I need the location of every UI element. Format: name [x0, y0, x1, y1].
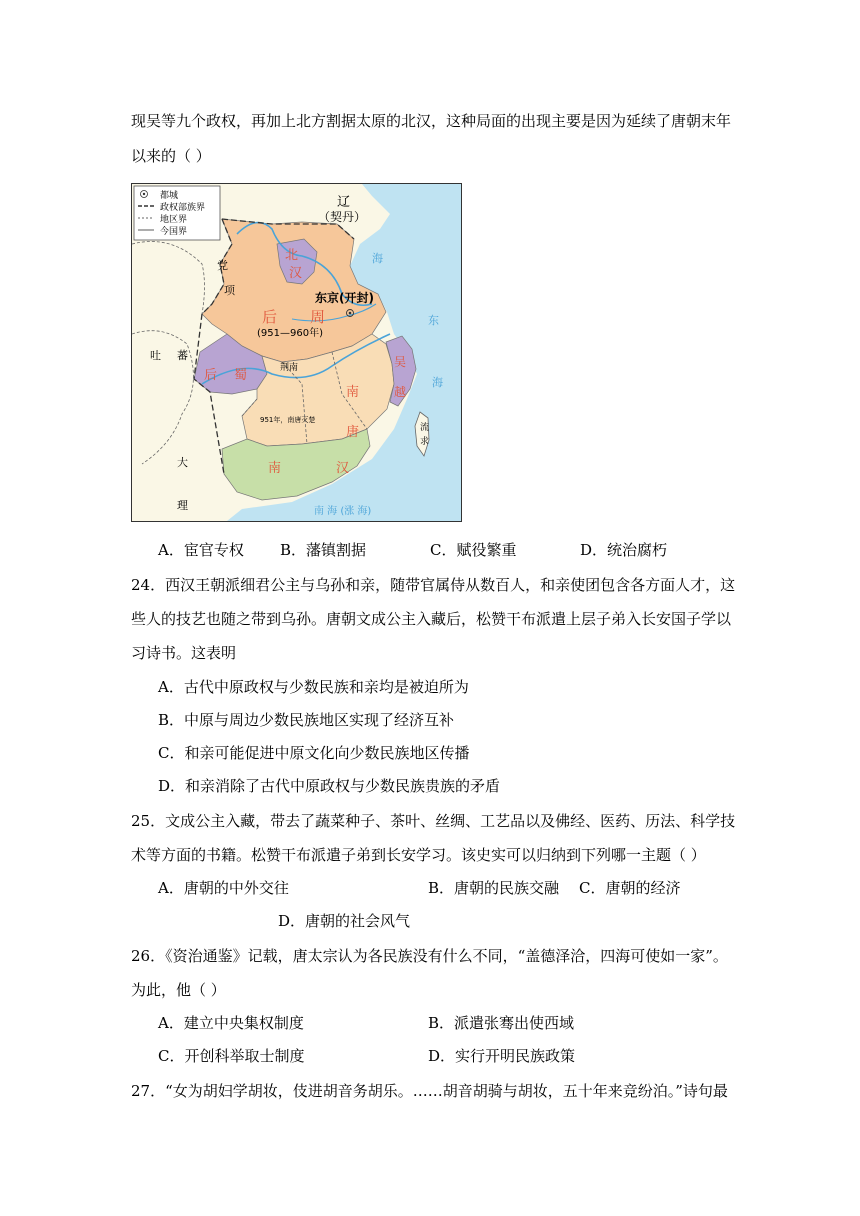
q26-stem-line1: 26．《资治通鉴》记载，唐太宗认为各民族没有什么不同，“盖德泽洽，四海可使如一家”。	[131, 947, 728, 965]
label-liuqiu-1: 流	[420, 423, 430, 433]
label-nanping: 荆南	[280, 363, 299, 373]
map-legend	[134, 186, 220, 240]
q24-stem-line1: 24．西汉王朝派细君公主与乌孙和亲，随带官属侍从数百人，和亲使团包含各方面人才，这	[131, 576, 736, 594]
label-houzhou-1: 后	[262, 308, 278, 326]
legend-capital: 都城	[160, 191, 179, 201]
label-nanhan-1: 南	[268, 461, 282, 476]
q23-option-a[interactable]: A．宦官专权	[158, 541, 244, 559]
q26-option-c[interactable]: C．开创科举取士制度	[158, 1047, 305, 1065]
label-houzhou-2: 周	[310, 308, 326, 326]
label-nantang-1: 南	[346, 385, 360, 400]
legend-national-border: 今国界	[160, 227, 188, 237]
q25-stem-line1: 25．文成公主入藏，带去了蔬菜种子、茶叶、丝绸、工艺品以及佛经、医药、历法、科学技	[131, 812, 736, 830]
q24-option-a[interactable]: A．古代中原政权与少数民族和亲均是被迫所为	[158, 678, 469, 696]
q24-option-d[interactable]: D．和亲消除了古代中原政权与少数民族贵族的矛盾	[158, 777, 501, 795]
q25-option-a[interactable]: A．唐朝的中外交往	[158, 879, 289, 897]
five-dynasties-map	[131, 183, 462, 522]
q24-stem-line3: 习诗书。这表明	[131, 644, 237, 662]
label-beihan-1: 北	[285, 248, 299, 263]
label-houzhou-years: (951—960年)	[257, 328, 323, 339]
label-houshu-1: 后	[204, 368, 218, 383]
q24-stem-line2: 些人的技艺也随之带到乌孙。唐朝文成公主入藏后，松赞干布派遣上层子弟入长安国子学以	[131, 610, 732, 628]
label-houshu-2: 蜀	[234, 368, 248, 383]
q23-option-c[interactable]: C．赋役繁重	[430, 541, 517, 559]
label-liao: 辽	[337, 195, 351, 210]
label-nanhai: 南 海 (涨 海)	[314, 506, 372, 517]
label-nanhan-2: 汉	[336, 461, 350, 476]
q25-option-c[interactable]: C．唐朝的经济	[579, 879, 681, 897]
q25-option-b[interactable]: B．唐朝的民族交融	[428, 879, 560, 897]
label-chu-note: 951年，南唐灭楚	[260, 416, 316, 424]
label-dangxiang-1: 党	[217, 259, 228, 272]
label-nantang-2: 唐	[346, 425, 360, 440]
q23-option-b[interactable]: B．藩镇割据	[280, 541, 367, 559]
label-qidan: （契丹）	[318, 210, 367, 224]
label-tubo-2: 蕃	[177, 349, 188, 362]
label-dali-1: 大	[177, 456, 188, 469]
q25-option-d[interactable]: D．唐朝的社会风气	[278, 912, 411, 930]
q25-stem-line2: 术等方面的书籍。松赞干布派遣子弟到长安学习。该史实可以归纳到下列哪一主题（ ）	[131, 846, 706, 864]
label-beihan-2: 汉	[289, 266, 303, 281]
q26-option-d[interactable]: D．实行开明民族政策	[428, 1047, 576, 1065]
q27-stem-line1: 27．“女为胡妇学胡妆，伎进胡音务胡乐。……胡音胡骑与胡妆，五十年来竞纷泊。”诗句最	[131, 1082, 728, 1100]
q23-option-d[interactable]: D．统治腐朽	[580, 541, 668, 559]
q26-stem-line2: 为此，他（ ）	[131, 981, 226, 999]
legend-regime-border: 政权部族界	[160, 203, 206, 213]
label-wuyue-1: 吴	[394, 355, 407, 369]
q26-option-a[interactable]: A．建立中央集权制度	[158, 1014, 304, 1032]
legend-region-border: 地区界	[160, 215, 188, 225]
label-dongjing: 东京(开封)	[315, 291, 374, 305]
label-dali-2: 理	[177, 499, 188, 512]
label-dangxiang-2: 项	[224, 284, 235, 297]
q23-stem-line2: 以来的（ ）	[131, 147, 211, 165]
q24-option-b[interactable]: B．中原与周边少数民族地区实现了经济互补	[158, 711, 455, 729]
q26-option-b[interactable]: B．派遣张骞出使西域	[428, 1014, 575, 1032]
label-donghai-1: 东	[428, 314, 439, 327]
q24-option-c[interactable]: C．和亲可能促进中原文化向少数民族地区传播	[158, 744, 470, 762]
label-liuqiu-2: 求	[420, 437, 430, 447]
label-donghai-2: 海	[432, 376, 443, 389]
label-wuyue-2: 越	[394, 385, 407, 399]
q23-stem-line1: 现吴等九个政权，再加上北方割据太原的北汉，这种局面的出现主要是因为延续了唐朝末年	[131, 112, 732, 130]
label-sea-1: 海	[372, 252, 383, 265]
label-tubo-1: 吐	[150, 349, 161, 362]
